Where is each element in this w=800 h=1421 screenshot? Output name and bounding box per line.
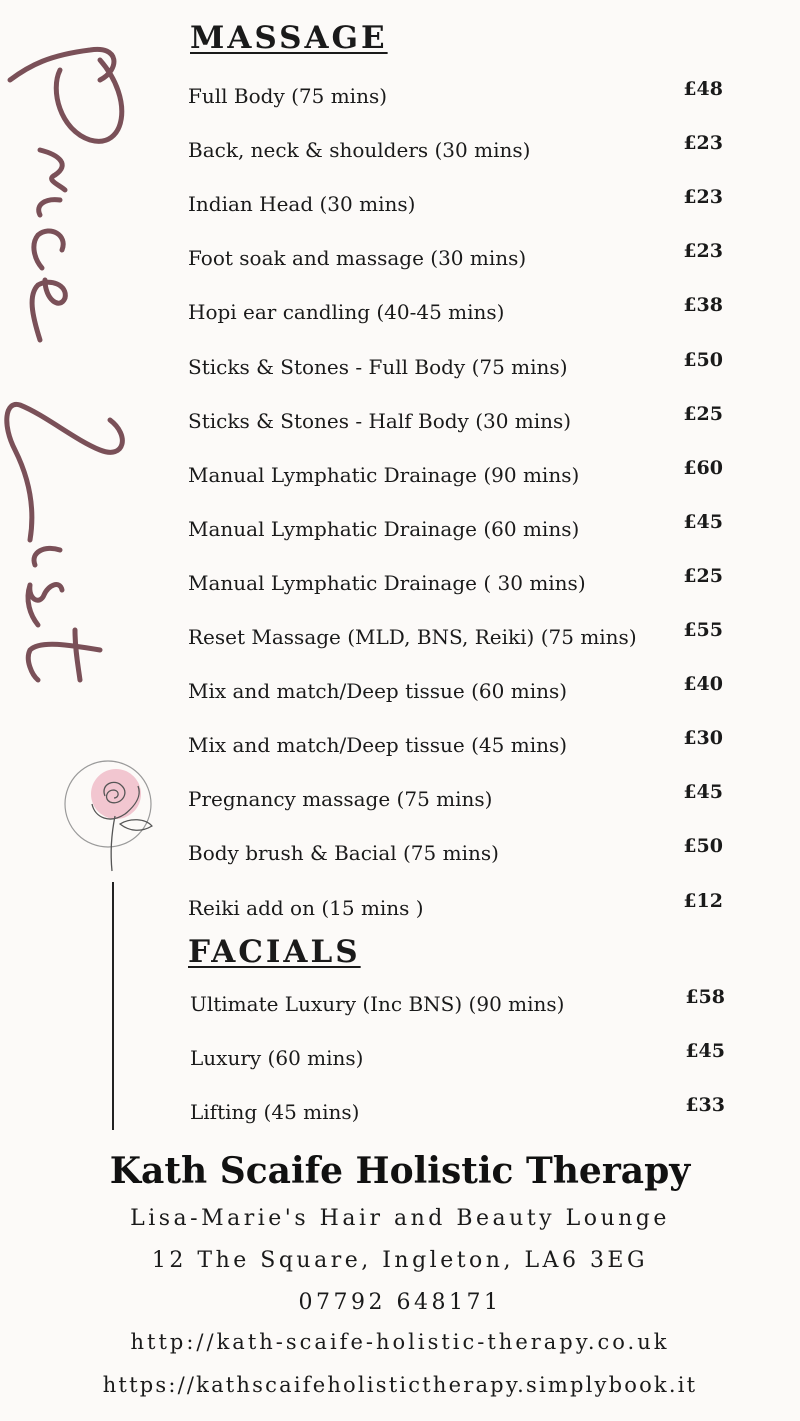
price-row: [188, 564, 723, 601]
price-row: [188, 835, 723, 871]
price-row: [188, 132, 723, 168]
booking-link[interactable]: https://kathscaifeholistictherapy.simplybook.it: [102, 1373, 698, 1397]
service-name: Mix and match/Deep tissue (60 mins): [188, 679, 568, 704]
service-price: £12: [683, 889, 723, 912]
service-price: £23: [683, 240, 723, 263]
service-price: £33: [685, 1094, 725, 1116]
price-list-script-title: [0, 0, 180, 760]
price-row: [188, 240, 723, 276]
service-price: £38: [683, 294, 723, 317]
service-price: £25: [683, 564, 723, 587]
service-name: Manual Lymphatic Drainage (60 mins): [188, 516, 580, 541]
service-name: Mix and match/Deep tissue (45 mins): [188, 733, 568, 758]
price-row: [188, 78, 723, 114]
service-name: Hopi ear candling (40-45 mins): [188, 300, 505, 325]
service-name: Manual Lymphatic Drainage ( 30 mins): [188, 570, 586, 595]
price-row: [190, 1040, 725, 1076]
service-price: £23: [683, 132, 723, 155]
price-row: [188, 456, 723, 493]
service-name: Luxury (60 mins): [190, 1046, 364, 1070]
massage-heading: MASSAGE: [190, 20, 388, 56]
price-row: [188, 889, 723, 926]
vertical-divider: [112, 882, 114, 1130]
service-price: £48: [683, 78, 723, 100]
service-price: £60: [683, 456, 723, 479]
service-name: Foot soak and massage (30 mins): [188, 246, 527, 271]
price-row: [188, 186, 723, 222]
service-name: Lifting (45 mins): [190, 1100, 360, 1124]
service-name: Reiki add on (15 mins ): [188, 895, 424, 920]
price-row: [190, 1094, 725, 1130]
service-price: £50: [683, 348, 723, 371]
facials-heading: FACIALS: [188, 934, 361, 970]
service-name: Reset Massage (MLD, BNS, Reiki) (75 mins): [188, 625, 637, 649]
service-price: £25: [683, 402, 723, 425]
service-price: £45: [685, 1040, 725, 1062]
service-name: Back, neck & shoulders (30 mins): [188, 138, 531, 163]
service-price: £23: [683, 186, 723, 209]
price-row: [188, 510, 723, 547]
price-row: [188, 781, 723, 817]
phone-number: 07792 648171: [298, 1290, 502, 1315]
price-row: [188, 673, 723, 709]
service-price: £40: [683, 673, 723, 696]
venue-name: Lisa-Marie's Hair and Beauty Lounge: [130, 1206, 670, 1231]
service-price: £50: [683, 835, 723, 858]
address: 12 The Square, Ingleton, LA6 3EG: [151, 1248, 649, 1273]
service-name: Body brush & Bacial (75 mins): [188, 841, 499, 866]
service-name: Pregnancy massage (75 mins): [188, 787, 493, 812]
price-row: [188, 348, 723, 385]
service-name: Sticks & Stones - Half Body (30 mins): [188, 408, 572, 433]
service-price: £58: [685, 986, 725, 1008]
price-row: [188, 402, 723, 439]
business-name: Kath Scaife Holistic Therapy: [109, 1150, 691, 1192]
service-price: £45: [683, 781, 723, 804]
price-row: [190, 986, 725, 1022]
website-link[interactable]: http://kath-scaife-holistic-therapy.co.uk: [130, 1330, 670, 1354]
price-row: [188, 727, 723, 763]
service-name: Indian Head (30 mins): [188, 192, 416, 217]
service-name: Ultimate Luxury (Inc BNS) (90 mins): [190, 992, 565, 1016]
service-price: £30: [683, 727, 723, 750]
service-price: £45: [683, 510, 723, 533]
price-row: [188, 294, 723, 330]
service-name: Full Body (75 mins): [188, 84, 388, 108]
service-name: Sticks & Stones - Full Body (75 mins): [188, 354, 568, 379]
service-price: £55: [683, 619, 723, 641]
service-name: Manual Lymphatic Drainage (90 mins): [188, 462, 580, 487]
rose-logo-icon: [60, 756, 170, 876]
price-row: [188, 619, 723, 655]
